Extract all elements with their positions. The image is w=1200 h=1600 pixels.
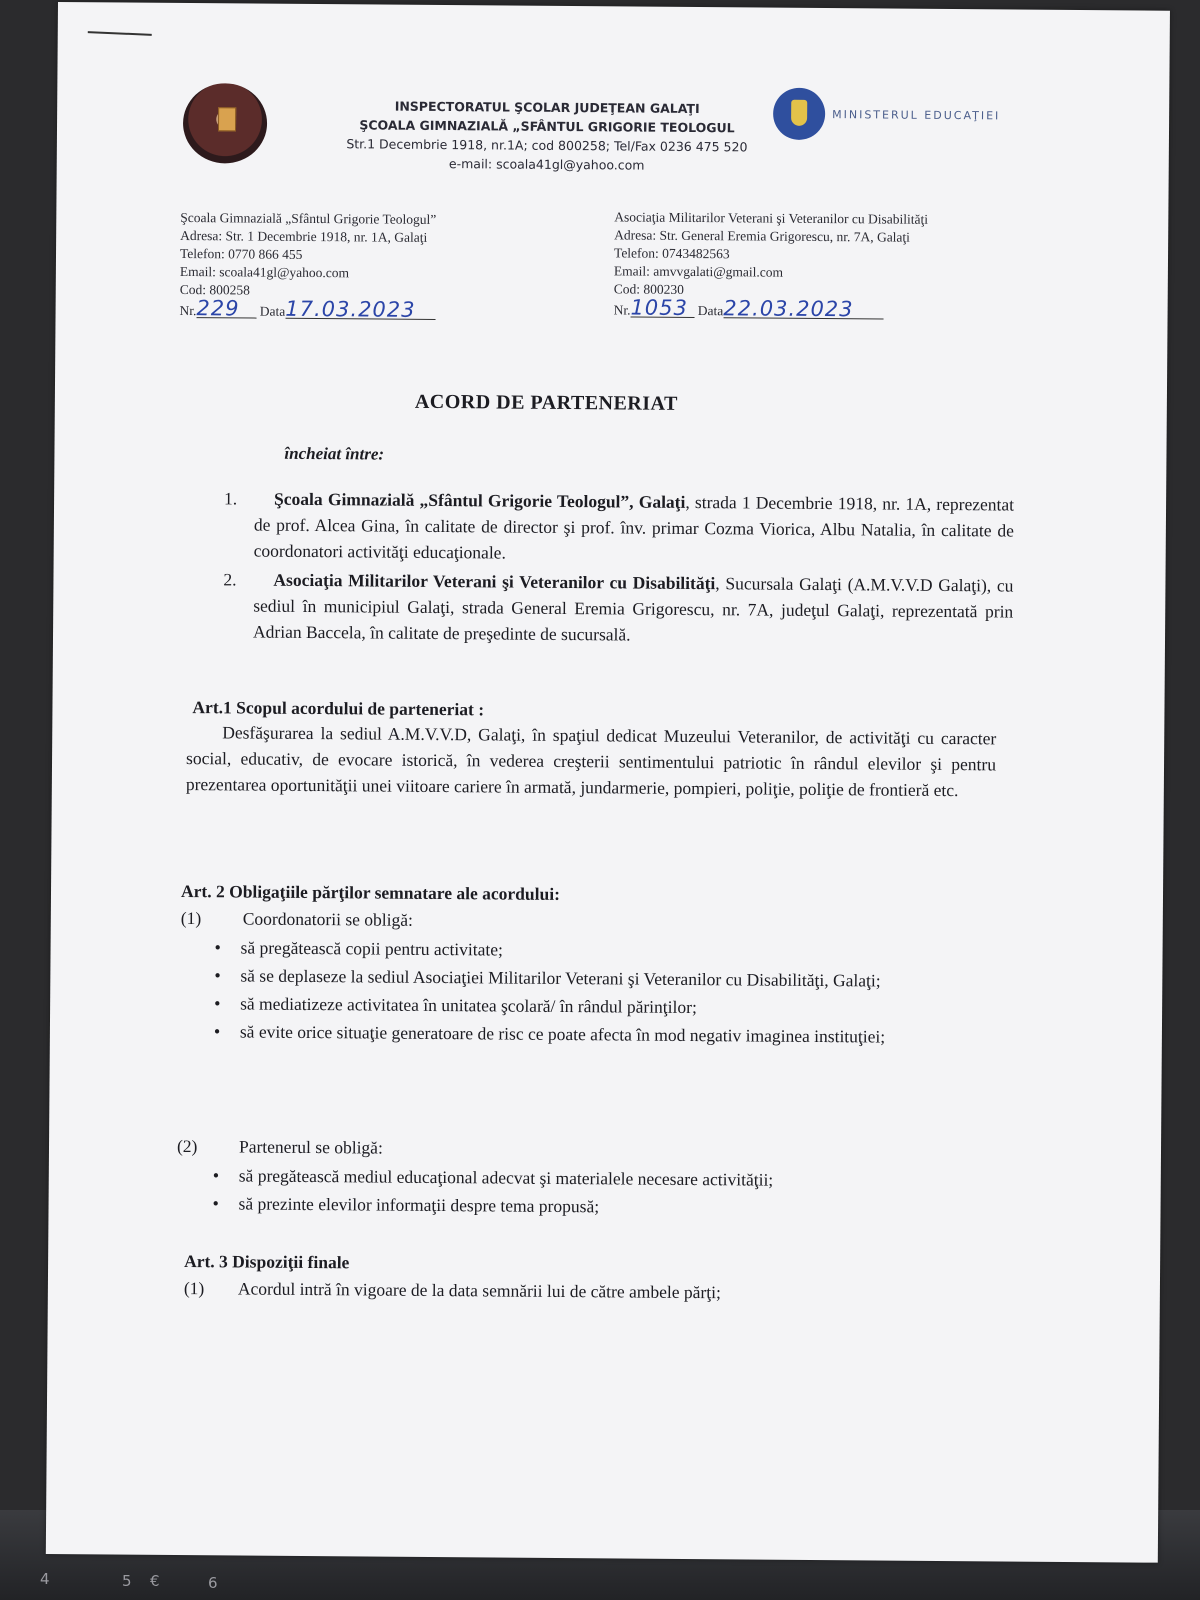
list-item: • să pregătească mediul educaţional adecvat şi materialele necesare activităţii; xyxy=(213,1161,1013,1195)
art1-body: Desfăşurarea la sediul A.M.V.V.D, Galaţi, în spaţiul dedicat Muzeului Veteranilor, de activităţi cu caracter social, educativ, de evocare istorică, în vederea creşterii sentimentului patriotic în rândul elevilor şi pentru prezentarea oportunităţii unei viitoare cariere în armată, jundarmerie, pompieri, poliţie, poliţie de frontieră etc. xyxy=(185,722,997,801)
date-label: Data xyxy=(697,303,724,319)
right-party-address: Adresa: Str. General Eremia Grigorescu, nr. 7A, Galaţi xyxy=(614,227,911,245)
date-handwritten: 22.03.2023 xyxy=(723,299,883,319)
party-item xyxy=(224,485,1015,563)
left-party-name: Şcoala Gimnazială „Sfântul Grigorie Teologul” xyxy=(180,209,437,227)
letterhead-email: e-mail: scoala41gl@yahoo.com xyxy=(448,156,645,173)
sub-label: Partenerul se obligă: xyxy=(238,1136,383,1158)
list-item: • să mediatizeze activitatea în unitatea şcolară/ în rândul părinţilor; xyxy=(214,989,1014,1023)
sub-number: (1) xyxy=(183,1278,205,1299)
sub-number: (2) xyxy=(176,1135,198,1157)
right-party-name: Asociaţia Militarilor Veterani şi Veteranilor cu Disabilităţi xyxy=(614,209,929,227)
ministry-name: MINISTERUL EDUCAŢIEI xyxy=(832,108,1001,123)
party-name: Şcoala Gimnazială „Sfântul Grigorie Teologul”, Galaţi xyxy=(274,488,686,512)
right-party-code: Cod: 800230 xyxy=(613,281,684,297)
pencil-mark xyxy=(88,31,152,36)
sub-text: Acordul intră în vigoare de la data semnării lui de către ambele părţi; xyxy=(237,1278,721,1303)
art2-heading: Art. 2 Obligaţiile părţilor semnatare ale acordului: xyxy=(180,880,561,904)
nr-handwritten: 229 xyxy=(196,299,256,318)
nr-handwritten: 1053 xyxy=(630,299,694,319)
letterhead-inspectorate: INSPECTORATUL ŞCOLAR JUDEŢEAN GALAŢI xyxy=(394,98,700,117)
letterhead-school: ŞCOALA GIMNAZIALĂ „SFÂNTUL GRIGORIE TEOLOGUL xyxy=(359,117,735,136)
party-number: 1. xyxy=(224,488,238,509)
key-label: 6 xyxy=(208,1574,218,1592)
art2-sub1 xyxy=(181,905,413,933)
letterhead-address: Str.1 Decembrie 1918, nr.1A; cod 800258; Tel/Fax 0236 475 520 xyxy=(346,136,748,155)
key-label: € xyxy=(150,1572,160,1590)
left-party-code: Cod: 800258 xyxy=(179,281,250,298)
right-registration-line xyxy=(613,295,1034,322)
party-number: 2. xyxy=(223,569,237,590)
left-party-phone: Telefon: 0770 866 455 xyxy=(179,245,303,262)
sub-number: (1) xyxy=(180,907,202,929)
party-text xyxy=(254,486,1015,570)
party-text xyxy=(253,567,1014,651)
left-registration-line xyxy=(179,296,540,323)
right-party-phone: Telefon: 0743482563 xyxy=(613,245,730,262)
letterhead xyxy=(307,96,788,176)
right-party-email: Email: amvvgalati@gmail.com xyxy=(613,263,784,280)
date-handwritten: 17.03.2023 xyxy=(285,300,435,320)
left-party-block xyxy=(180,209,541,323)
key-label: 5 xyxy=(122,1572,132,1590)
key-label: 4 xyxy=(40,1570,50,1588)
list-item: • să pregătească copii pentru activitate; xyxy=(214,933,1014,967)
right-party-block xyxy=(614,208,1035,322)
document-title: ACORD DE PARTENERIAT xyxy=(414,390,678,415)
sub-label: Coordonatorii se obligă: xyxy=(242,908,414,930)
date-label: Data xyxy=(259,303,286,319)
party-description: , strada 1 Decembrie 1918, nr. 1A, reprezentat de prof. Alcea Gina, în calitate de director şi prof. înv. primar Cozma Viorica, Albu Natalia, în calitate de coordonatori activităţi educaţionale. xyxy=(253,491,1015,563)
ministry-emblem-icon xyxy=(773,88,825,140)
list-item: • să prezinte elevilor informaţii despre tema propusă; xyxy=(212,1189,1012,1223)
left-party-email: Email: scoala41gl@yahoo.com xyxy=(179,263,350,281)
left-party-address: Adresa: Str. 1 Decembrie 1918, nr. 1A, Galaţi xyxy=(180,227,428,245)
list-item: • să evite orice situaţie generatoare de risc ce poate afecta în mod negativ imaginea instituţiei; xyxy=(214,1017,1014,1051)
party-description: , Sucursala Galaţi (A.M.V.V.D Galaţi), cu sediul în municipiul Galaţi, strada General Eremia Grigorescu, nr. 7A, judeţul Galaţi, reprezentată prin Adrian Baccela, în calitate de preşedinte de sucursală. xyxy=(252,573,1014,645)
document-page xyxy=(46,2,1170,1563)
coordinator-obligations-list xyxy=(214,933,1015,1051)
party-name: Asociaţia Militarilor Veterani şi Veteranilor cu Disabilităţi xyxy=(273,569,716,594)
nr-label: Nr. xyxy=(613,302,631,318)
school-logo xyxy=(183,83,268,164)
art2-sub2 xyxy=(177,1133,383,1161)
art3-heading: Art. 3 Dispoziţii finale xyxy=(184,1251,350,1273)
art3-sub1 xyxy=(184,1275,721,1305)
partner-obligations-list xyxy=(212,1161,1012,1223)
nr-label: Nr. xyxy=(179,302,197,319)
document-subtitle: încheiat între: xyxy=(284,443,385,464)
list-item: • să se deplaseze la sediul Asociaţiei Militarilor Veterani şi Veteranilor cu Disabilităţi, Galaţi; xyxy=(214,961,1014,995)
art1-heading: Art.1 Scopul acordului de parteneriat : xyxy=(192,697,485,720)
book-icon xyxy=(218,107,236,131)
